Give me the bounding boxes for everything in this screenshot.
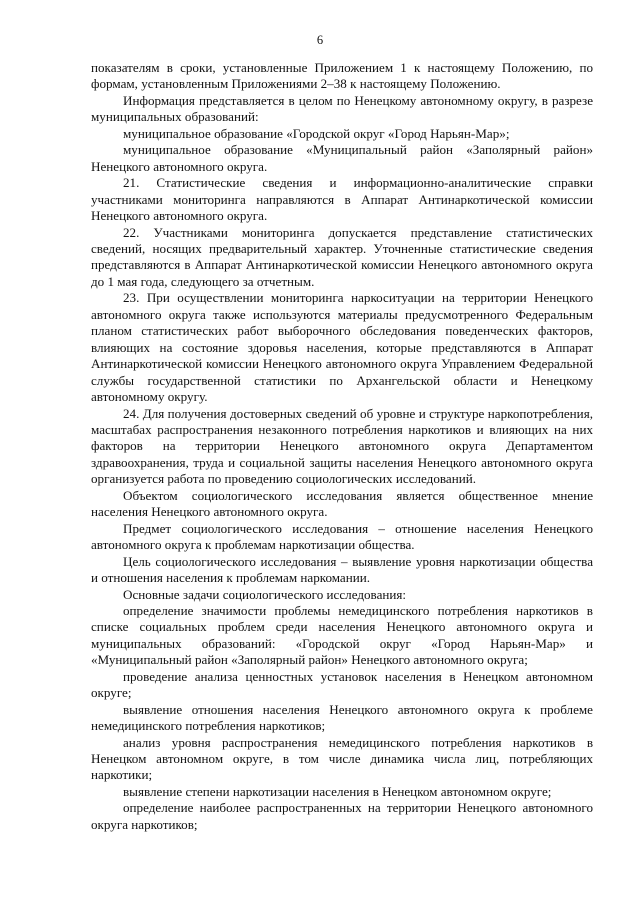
- paragraph-14: проведение анализа ценностных установок населения в Ненецком автономном округе;: [91, 668, 593, 701]
- document-body: [91, 60, 593, 833]
- paragraph-13: определение значимости проблемы немедицинского потребления наркотиков в списке социальных проблем среди населения Ненецкого автономного округа и муниципальных образований: «Городской округ «Город Нарьян-Мар» и «Муниципальный район «Заполярный район» Ненецкого автономного округа;: [91, 602, 593, 668]
- paragraph-3: муниципальное образование «Городской округ «Город Нарьян-Мар»;: [123, 125, 510, 141]
- page-number: 6: [316, 33, 324, 47]
- paragraph-16: анализ уровня распространения немедицинского потребления наркотиков в Ненецком автономном округе, в том числе динамика числа лиц, потребляющих наркотики;: [91, 734, 593, 783]
- paragraph-5: 21. Статистические сведения и информационно-аналитические справки участниками мониторинга направляются в Аппарат Антинаркотической комиссии Ненецкого автономного округа.: [91, 175, 593, 224]
- paragraph-2: Информация представляется в целом по Ненецкому автономному округу, в разрезе муниципальных образований:: [91, 92, 593, 125]
- paragraph-6: 22. Участниками мониторинга допускается представление статистических сведений, носящих предварительный характер. Уточненные статистические сведения представляются в Аппарат Антинаркотической комиссии Ненецкого автономного округа до 1 мая года, следующего за отчетным.: [91, 224, 593, 289]
- paragraph-7: 23. При осуществлении мониторинга наркоситуации на территории Ненецкого автономного округа также используются материалы предусмотренного Федеральным планом статистических работ выборочного обследования поведенческих факторов, влияющих на состояние здоровья населения, которые представляются в Аппарат Антинаркотической комиссии Ненецкого автономного округа Управлением Федеральной службы государственной статистики по Архангельской области и Ненецкому автономному округу.: [91, 290, 593, 405]
- paragraph-15: выявление отношения населения Ненецкого автономного округа к проблеме немедицинского потребления наркотиков;: [91, 701, 593, 734]
- paragraph-10: Предмет социологического исследования – отношение населения Ненецкого автономного округа к проблемам наркотизации общества.: [91, 520, 593, 553]
- paragraph-12: Основные задачи социологического исследования:: [123, 586, 407, 602]
- paragraph-9: Объектом социологического исследования является общественное мнение населения Ненецкого автономного округа.: [91, 487, 593, 520]
- paragraph-17: выявление степени наркотизации населения в Ненецком автономном округе;: [123, 783, 552, 799]
- paragraph-4: муниципальное образование «Муниципальный район «Заполярный район» Ненецкого автономного округа.: [91, 142, 593, 174]
- paragraph-1: показателям в сроки, установленные Приложением 1 к настоящему Положению, по формам, установленным Приложениями 2–38 к настоящему Положению.: [91, 60, 593, 92]
- paragraph-11: Цель социологического исследования – выявление уровня наркотизации общества и отношения населения к проблемам наркомании.: [91, 553, 593, 586]
- paragraph-8: 24. Для получения достоверных сведений об уровне и структуре наркопотребления, масштабах распространения незаконного потребления наркотиков и влияющих на них факторов на территории Ненецкого автономного округа Департаментом здравоохранения, труда и социальной защиты населения Ненецкого автономного округа организуется работа по проведению социологических исследований.: [91, 405, 593, 487]
- paragraph-18: определение наиболее распространенных на территории Ненецкого автономного округа наркотиков;: [91, 800, 593, 832]
